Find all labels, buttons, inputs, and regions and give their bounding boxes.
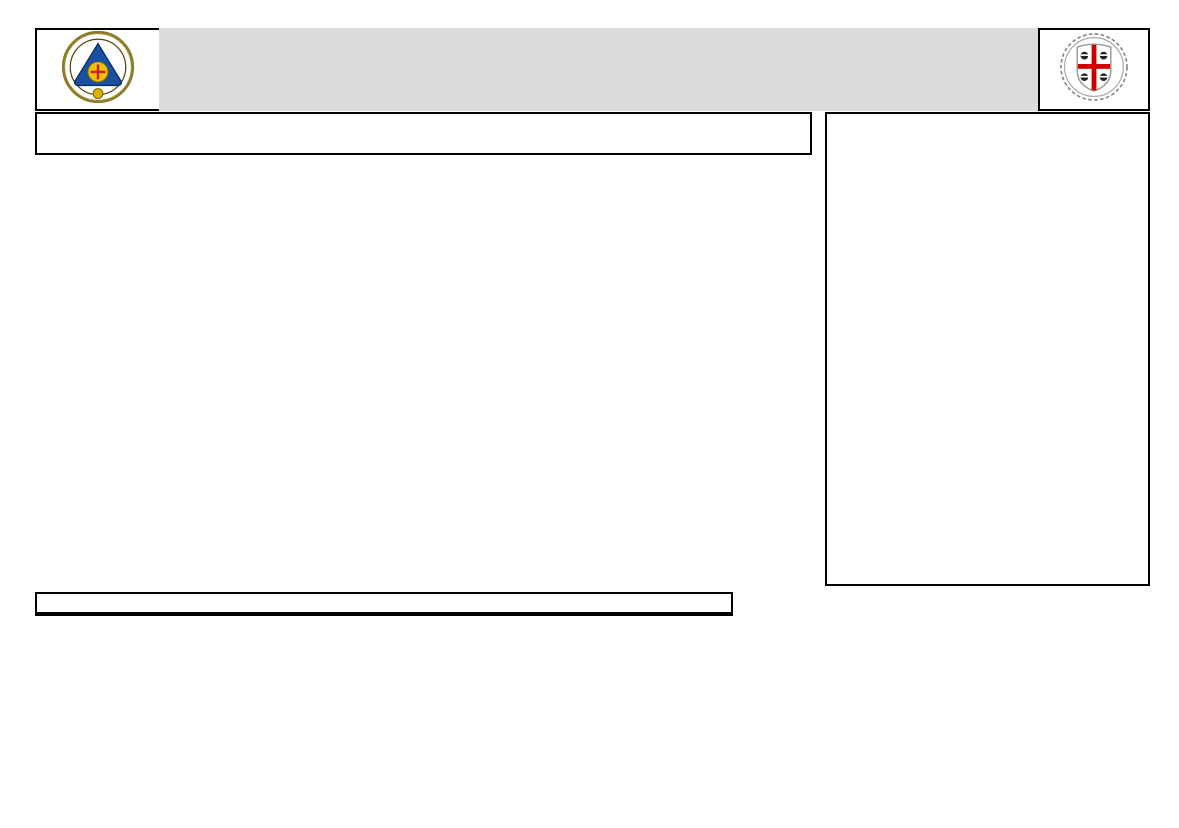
regione-sardegna-seal-icon bbox=[61, 30, 135, 109]
four-moors-shield-icon bbox=[1058, 31, 1130, 108]
document-header bbox=[35, 28, 1150, 111]
bulletin-page bbox=[35, 0, 1150, 616]
legend-panel bbox=[743, 592, 1145, 595]
title-block bbox=[159, 28, 1040, 111]
alert-zones-table bbox=[35, 112, 812, 159]
regional-summary-panel bbox=[825, 112, 1150, 586]
sardinia-coat-of-arms bbox=[1038, 28, 1150, 111]
meteo-grid bbox=[35, 614, 733, 616]
alert-table-header bbox=[35, 112, 812, 155]
meteo-forecast-table bbox=[35, 592, 733, 616]
regione-sardegna-logo bbox=[35, 28, 161, 111]
meteo-table-title bbox=[35, 592, 733, 614]
